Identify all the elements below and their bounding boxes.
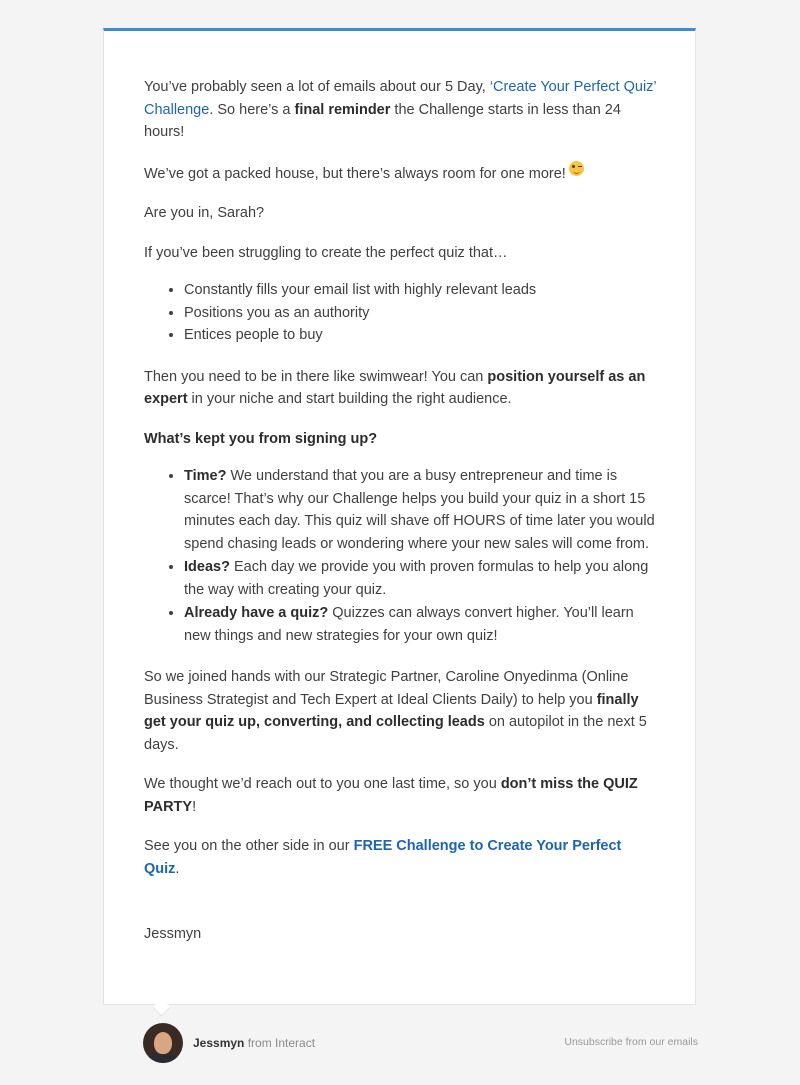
swimwear-text: Then you need to be in there like swimwear! You can: [144, 368, 488, 385]
cta-text-2: .: [175, 860, 180, 877]
challenge-link[interactable]: ‘Create Your Perfect Quiz’ Challenge: [144, 79, 657, 118]
sender-suffix: from Interact: [244, 1036, 316, 1050]
list-item: [184, 602, 659, 647]
partner-text-2: on autopilot in the next 5 days.: [144, 714, 647, 753]
signature: Jessmyn: [144, 926, 202, 942]
partner-text: So we joined hands with our Strategic Partner, Caroline Onyedinma (Online Business Strategist and Tech Expert at Ideal Clients Daily) to help you: [144, 669, 629, 708]
wink-emoji-icon: [569, 161, 584, 176]
intro-text: You’ve probably seen a lot of emails about our 5 Day,: [144, 79, 490, 95]
objection-text: Each day we provide you with proven formulas to help you along the way with creating your quiz.: [184, 559, 649, 598]
avatar: [143, 1023, 183, 1063]
email-card: [103, 28, 696, 1005]
quiz-party-bold: don’t miss the QUIZ PARTY: [144, 776, 638, 815]
expert-bold: position yourself as an expert: [144, 368, 646, 407]
objection-text: Quizzes can always convert higher. You’ll learn new things and new strategies for your own quiz!: [184, 605, 634, 644]
list-item: [184, 556, 659, 601]
objection-text: We understand that you are a busy entrepreneur and time is scarce! That’s why our Challenge helps you build your quiz in a short 15 minutes each day. This quiz will shave off HOURS of time later you would spend chasing leads or wondering where your new sales will come from.: [184, 468, 655, 552]
intro-text-2: . So here’s a: [209, 101, 295, 118]
unsubscribe-link[interactable]: Unsubscribe from our emails: [564, 1036, 698, 1048]
packed-house-paragraph: [144, 161, 659, 186]
swimwear-paragraph: [144, 366, 659, 411]
sender-name: Jessmyn: [193, 1036, 245, 1050]
last-time-paragraph: [144, 773, 659, 818]
last-time-text: We thought we’d reach out to you one last time, so you: [144, 776, 501, 792]
list-item: • Entices people to buy: [184, 324, 659, 347]
struggling-paragraph: If you’ve been struggling to create the perfect quiz that…: [144, 244, 508, 261]
objection-title: Time?: [184, 468, 227, 484]
intro-text-3: the Challenge starts in less than 24 hours!: [144, 101, 621, 140]
list-item: [184, 465, 659, 555]
cta-text: See you on the other side in our: [144, 838, 354, 854]
objection-title: Ideas?: [184, 559, 230, 575]
sender-line: [193, 1036, 315, 1050]
objection-title: Already have a quiz?: [184, 605, 329, 621]
packed-house-text: We’ve got a packed house, but there’s always room for one more!: [144, 165, 566, 182]
last-time-text-2: !: [192, 798, 197, 815]
intro-paragraph: [144, 76, 659, 144]
signing-up-bold: What’s kept you from signing up?: [144, 430, 378, 447]
partner-paragraph: [144, 666, 659, 756]
email-body: [144, 76, 659, 963]
question-paragraph: Are you in, Sarah?: [144, 205, 265, 221]
free-challenge-link[interactable]: FREE Challenge to Create Your Perfect Quiz: [144, 838, 622, 877]
list-item: • Positions you as an authority: [184, 302, 659, 325]
cta-paragraph: [144, 835, 659, 880]
signing-up-heading: [144, 428, 659, 451]
benefits-list: [144, 279, 659, 347]
email-footer: [143, 1023, 698, 1063]
list-item: • Constantly fills your email list with highly relevant leads: [184, 279, 659, 302]
partner-bold: finally get your quiz up, converting, and collecting leads: [144, 691, 639, 730]
final-reminder-bold: final reminder: [294, 101, 391, 118]
swimwear-text-2: in your niche and start building the right audience.: [187, 391, 512, 407]
objections-list: [144, 465, 659, 647]
